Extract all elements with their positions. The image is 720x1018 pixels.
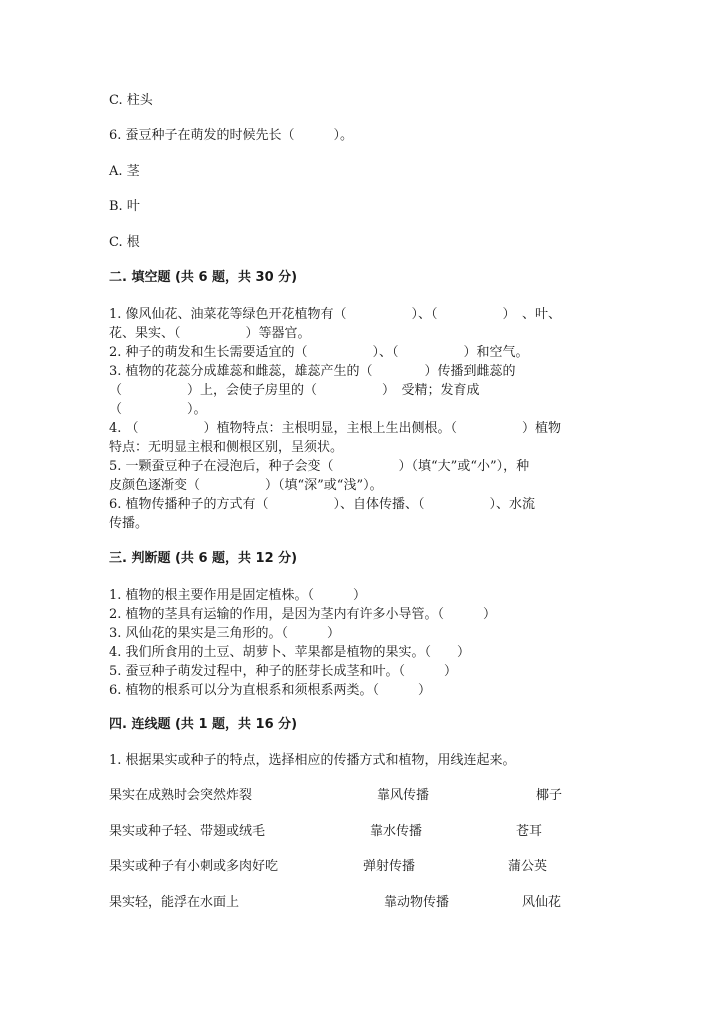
option-b: B. 叶 — [109, 199, 140, 214]
fill-line: 4. （ ）植物特点：主根明显，主根上生出侧根。（ ）植物 — [109, 421, 562, 436]
judge-line: 5. 蚕豆种子萌发过程中，种子的胚芽长成茎和叶。（ ） — [109, 664, 458, 679]
match-method: 靠动物传播 — [384, 895, 450, 910]
fill-line: （ ）。 — [109, 402, 207, 417]
fill-line: 1. 像风仙花、油菜花等绿色开花植物有（ ）、（ ） 、叶、 — [109, 307, 562, 322]
judge-line: 2. 植物的茎具有运输的作用，是因为茎内有许多小导管。（ ） — [109, 607, 497, 622]
match-plant: 风仙花 — [522, 895, 562, 910]
fill-line: 5. 一颗蚕豆种子在浸泡后，种子会变（ ）（填“大”或“小”），种 — [109, 459, 530, 474]
fill-line: 传播。 — [109, 516, 149, 531]
match-feature: 果实在成熟时会突然炸裂 — [109, 788, 253, 803]
fill-line: 特点：无明显主根和侧根区别，呈须状。 — [109, 440, 344, 455]
match-method: 弹射传播 — [363, 859, 416, 874]
judge-line: 4. 我们所食用的土豆、胡萝卜、苹果都是植物的果实。（ ） — [109, 645, 471, 660]
match-feature: 果实或种子有小刺或多肉好吃 — [109, 859, 279, 874]
match-plant: 蒲公英 — [508, 859, 548, 874]
match-question: 1. 根据果实或种子的特点，选择相应的传播方式和植物，用线连起来。 — [109, 753, 516, 768]
section-title-fill: 二. 填空题 (共 6 题，共 30 分) — [109, 270, 298, 285]
match-plant: 苍耳 — [516, 824, 543, 839]
section-title-judge: 三. 判断题 (共 6 题，共 12 分) — [109, 551, 298, 566]
judge-line: 6. 植物的根系可以分为直根系和须根系两类。（ ） — [109, 683, 432, 698]
question-6: 6. 蚕豆种子在萌发的时候先长（ ）。 — [109, 128, 354, 143]
option-a: A. 茎 — [109, 164, 140, 179]
match-feature: 果实或种子轻、带翅或绒毛 — [109, 824, 266, 839]
option-c-stigma: C. 柱头 — [109, 93, 153, 108]
match-plant: 椰子 — [536, 788, 563, 803]
fill-line: 2. 种子的萌发和生长需要适宜的（ ）、（ ）和空气。 — [109, 345, 529, 360]
fill-line: 3. 植物的花蕊分成雄蕊和雌蕊，雄蕊产生的（ ）传播到雌蕊的 — [109, 364, 516, 379]
judge-line: 3. 风仙花的果实是三角形的。（ ） — [109, 626, 341, 641]
judge-line: 1. 植物的根主要作用是固定植株。（ ） — [109, 588, 367, 603]
option-c: C. 根 — [109, 235, 140, 250]
section-title-match: 四. 连线题 (共 1 题，共 16 分) — [109, 717, 298, 732]
match-method: 靠风传播 — [377, 788, 430, 803]
match-method: 靠水传播 — [370, 824, 423, 839]
match-feature: 果实轻，能浮在水面上 — [109, 895, 240, 910]
fill-line: （ ）上，会使子房里的（ ） 受精；发育成 — [109, 383, 480, 398]
fill-line: 皮颜色逐渐变（ ）（填“深”或“浅”）。 — [109, 478, 383, 493]
fill-line: 花、果实、（ ）等器官。 — [109, 326, 311, 341]
fill-line: 6. 植物传播种子的方式有（ ）、自体传播、（ ）、水流 — [109, 497, 536, 512]
